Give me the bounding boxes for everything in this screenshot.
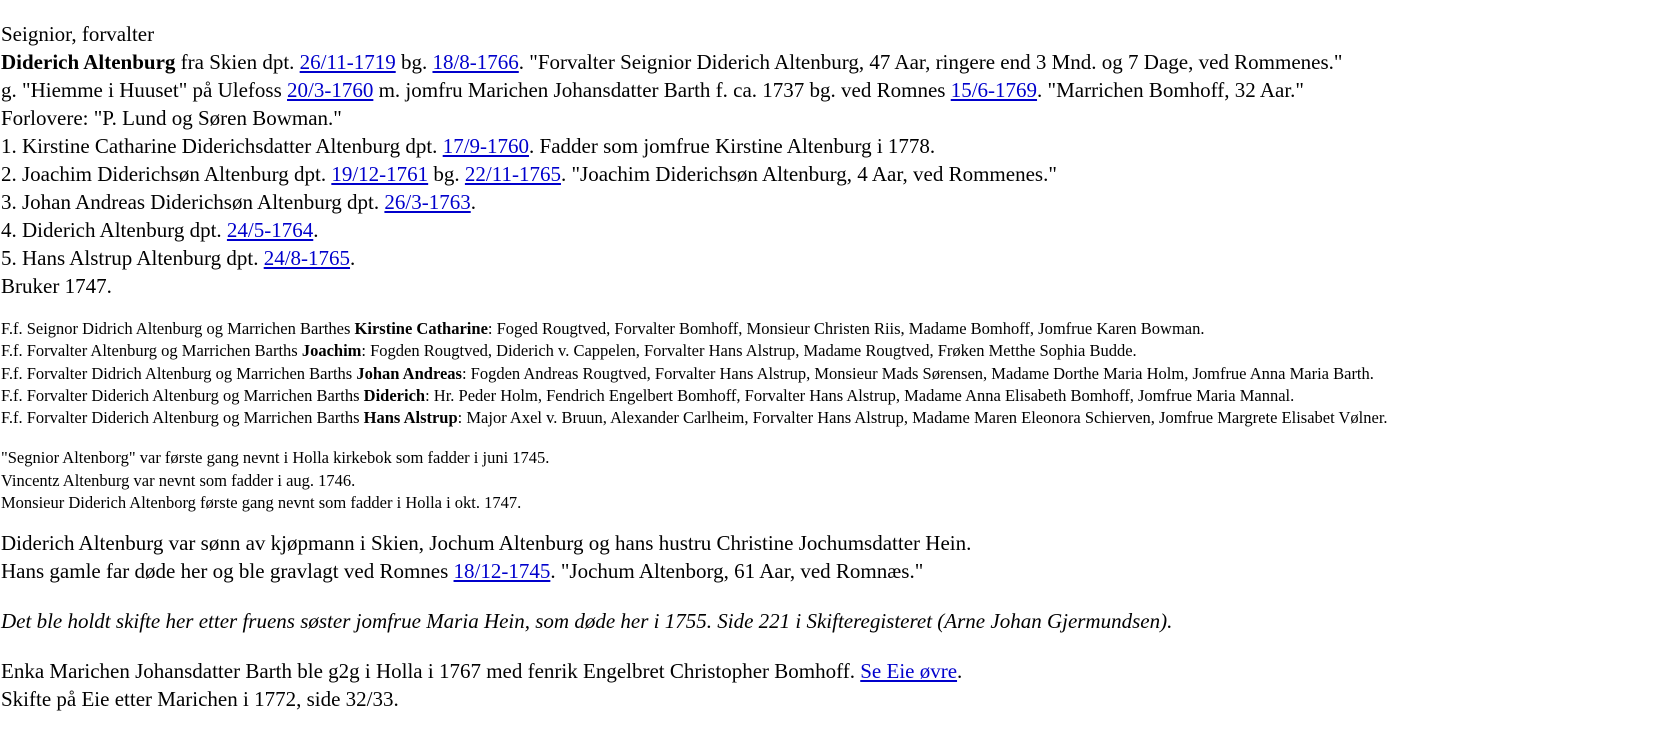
date-link[interactable]: Se Eie øvre xyxy=(860,659,958,684)
text-segment: Enka Marichen Johansdatter Barth ble g2g i Holla i 1767 med fenrik Engelbret Christopher Bomhoff. xyxy=(1,659,861,684)
notes-line xyxy=(1,470,1659,492)
bold-name: Diderich xyxy=(363,385,426,405)
text-segment: . xyxy=(313,218,319,242)
text-segment: 3. Johan Andreas Diderichsøn Altenburg dpt. xyxy=(1,190,385,214)
godparents-line xyxy=(1,407,1659,429)
text-segment: bg. xyxy=(395,50,433,74)
text-segment: 5. Hans Alstrup Altenburg dpt. xyxy=(1,246,264,270)
text-segment: Diderich Altenburg var sønn av kjøpmann i Skien, Jochum Altenburg og hans hustru Christine Jochumsdatter Hein. xyxy=(1,531,972,556)
text-segment: F.f. Forvalter Altenburg og Marrichen Barths xyxy=(1,341,302,361)
main-line xyxy=(1,216,1659,244)
date-link[interactable]: 17/9-1760 xyxy=(442,134,530,158)
bold-name: Hans Alstrup xyxy=(363,408,458,428)
text-segment: : Fogden Rougtved, Diderich v. Cappelen, Forvalter Hans Alstrup, Madame Rougtved, Frøken Metthe Sophia Budde. xyxy=(361,341,1137,361)
text-segment: Det ble holdt skifte her etter fruens søster jomfrue Maria Hein, som døde her i 1755. Side 221 i Skifteregisteret (Arne Johan Gjermundsen). xyxy=(1,609,1173,634)
date-link[interactable]: 26/3-1763 xyxy=(384,190,471,214)
main-line xyxy=(1,188,1659,216)
widow-section xyxy=(1,657,1659,713)
text-segment: Bruker 1747. xyxy=(1,274,112,298)
text-segment: 1. Kirstine Catharine Diderichsdatter Altenburg dpt. xyxy=(1,134,443,158)
widow-line xyxy=(1,685,1659,713)
text-segment: fra Skien dpt. xyxy=(175,50,300,74)
bold-name: Diderich Altenburg xyxy=(1,50,176,74)
godparents-line xyxy=(1,340,1659,362)
text-segment: . xyxy=(350,246,356,270)
notes-line xyxy=(1,492,1659,514)
text-segment: "Segnior Altenborg" var første gang nevnt i Holla kirkebok som fadder i juni 1745. xyxy=(1,448,550,468)
text-segment: . "Jochum Altenborg, 61 Aar, ved Romnæs." xyxy=(550,559,924,584)
godparents-line xyxy=(1,385,1659,407)
text-segment: . xyxy=(957,659,963,684)
godparents-line xyxy=(1,318,1659,340)
date-link[interactable]: 24/5-1764 xyxy=(226,218,314,242)
spacer xyxy=(1,300,1659,318)
godparents-line xyxy=(1,363,1659,385)
probate-section xyxy=(1,607,1659,635)
text-segment: Seignior, forvalter xyxy=(1,22,155,46)
main-line xyxy=(1,48,1659,76)
text-segment: Monsieur Diderich Altenborg første gang nevnt som fadder i Holla i okt. 1747. xyxy=(1,493,522,513)
text-segment: . xyxy=(470,190,476,214)
family-line xyxy=(1,557,1659,585)
text-segment: Forlovere: "P. Lund og Søren Bowman." xyxy=(1,106,342,130)
main-line xyxy=(1,104,1659,132)
spacer xyxy=(1,635,1659,657)
bold-name: Joachim xyxy=(301,341,362,361)
date-link[interactable]: 22/11-1765 xyxy=(464,162,561,186)
text-segment: . "Joachim Diderichsøn Altenburg, 4 Aar, ved Rommenes." xyxy=(560,162,1057,186)
text-segment: F.f. Forvalter Diderich Altenburg og Marrichen Barths xyxy=(1,385,364,405)
text-segment: F.f. Seignor Didrich Altenburg og Marrichen Barthes xyxy=(1,319,355,338)
date-link[interactable]: 18/12-1745 xyxy=(453,559,551,584)
date-link[interactable]: 20/3-1760 xyxy=(287,78,374,102)
text-segment: 4. Diderich Altenburg dpt. xyxy=(1,218,227,242)
text-segment: : Major Axel v. Bruun, Alexander Carlheim, Forvalter Hans Alstrup, Madame Maren Eleonora Schierven, Jomfrue Margrete Elisabet Vølner. xyxy=(457,408,1388,428)
notes-section xyxy=(1,447,1659,514)
godparents-section xyxy=(1,318,1659,429)
text-segment: 2. Joachim Diderichsøn Altenburg dpt. xyxy=(1,162,332,186)
text-segment: : Hr. Peder Holm, Fendrich Engelbert Bomhoff, Forvalter Hans Alstrup, Madame Anna Elisabeth Bomhoff, Jomfrue Maria Mannal. xyxy=(425,385,1295,405)
date-link[interactable]: 19/12-1761 xyxy=(331,162,429,186)
widow-line xyxy=(1,657,1659,685)
main-line xyxy=(1,244,1659,272)
main-line xyxy=(1,160,1659,188)
main-line xyxy=(1,132,1659,160)
spacer xyxy=(1,514,1659,529)
bold-name: Johan Andreas xyxy=(356,363,462,383)
spacer xyxy=(1,585,1659,607)
bold-name: Kirstine Catharine xyxy=(354,319,488,338)
text-segment: F.f. Forvalter Didrich Altenburg og Marrichen Barths xyxy=(1,363,357,383)
text-segment: bg. xyxy=(428,162,465,186)
main-line xyxy=(1,20,1659,48)
text-segment: : Fogden Andreas Rougtved, Forvalter Hans Alstrup, Monsieur Mads Sørensen, Madame Dorthe Maria Holm, Jomfrue Anna Maria Barth. xyxy=(461,363,1374,383)
text-segment: Skifte på Eie etter Marichen i 1772, side 32/33. xyxy=(1,687,399,712)
date-link[interactable]: 26/11-1719 xyxy=(299,50,396,74)
main-line xyxy=(1,272,1659,300)
text-segment: . "Forvalter Seignior Diderich Altenburg, 47 Aar, ringere end 3 Mnd. og 7 Dage, ved Rommenes." xyxy=(518,50,1343,74)
date-link[interactable]: 24/8-1765 xyxy=(263,246,351,270)
text-segment: m. jomfru Marichen Johansdatter Barth f. ca. 1737 bg. ved Romnes xyxy=(373,78,951,102)
text-segment: g. "Hiemme i Huuset" på Ulefoss xyxy=(1,78,288,102)
text-segment: Vincentz Altenburg var nevnt som fadder i aug. 1746. xyxy=(1,470,356,490)
family-line xyxy=(1,529,1659,557)
main-line xyxy=(1,76,1659,104)
date-link[interactable]: 15/6-1769 xyxy=(950,78,1038,102)
text-segment: : Foged Rougtved, Forvalter Bomhoff, Monsieur Christen Riis, Madame Bomhoff, Jomfrue Karen Bowman. xyxy=(487,319,1205,338)
text-segment: . Fadder som jomfrue Kirstine Altenburg i 1778. xyxy=(529,134,936,158)
notes-line xyxy=(1,447,1659,469)
text-segment: . "Marrichen Bomhoff, 32 Aar." xyxy=(1037,78,1305,102)
main-section xyxy=(1,20,1659,300)
text-segment: F.f. Forvalter Diderich Altenburg og Marrichen Barths xyxy=(1,408,364,428)
date-link[interactable]: 18/8-1766 xyxy=(432,50,519,74)
probate-line xyxy=(1,607,1659,635)
text-segment: Hans gamle far døde her og ble gravlagt ved Romnes xyxy=(1,559,454,584)
spacer xyxy=(1,429,1659,447)
family-section xyxy=(1,529,1659,585)
